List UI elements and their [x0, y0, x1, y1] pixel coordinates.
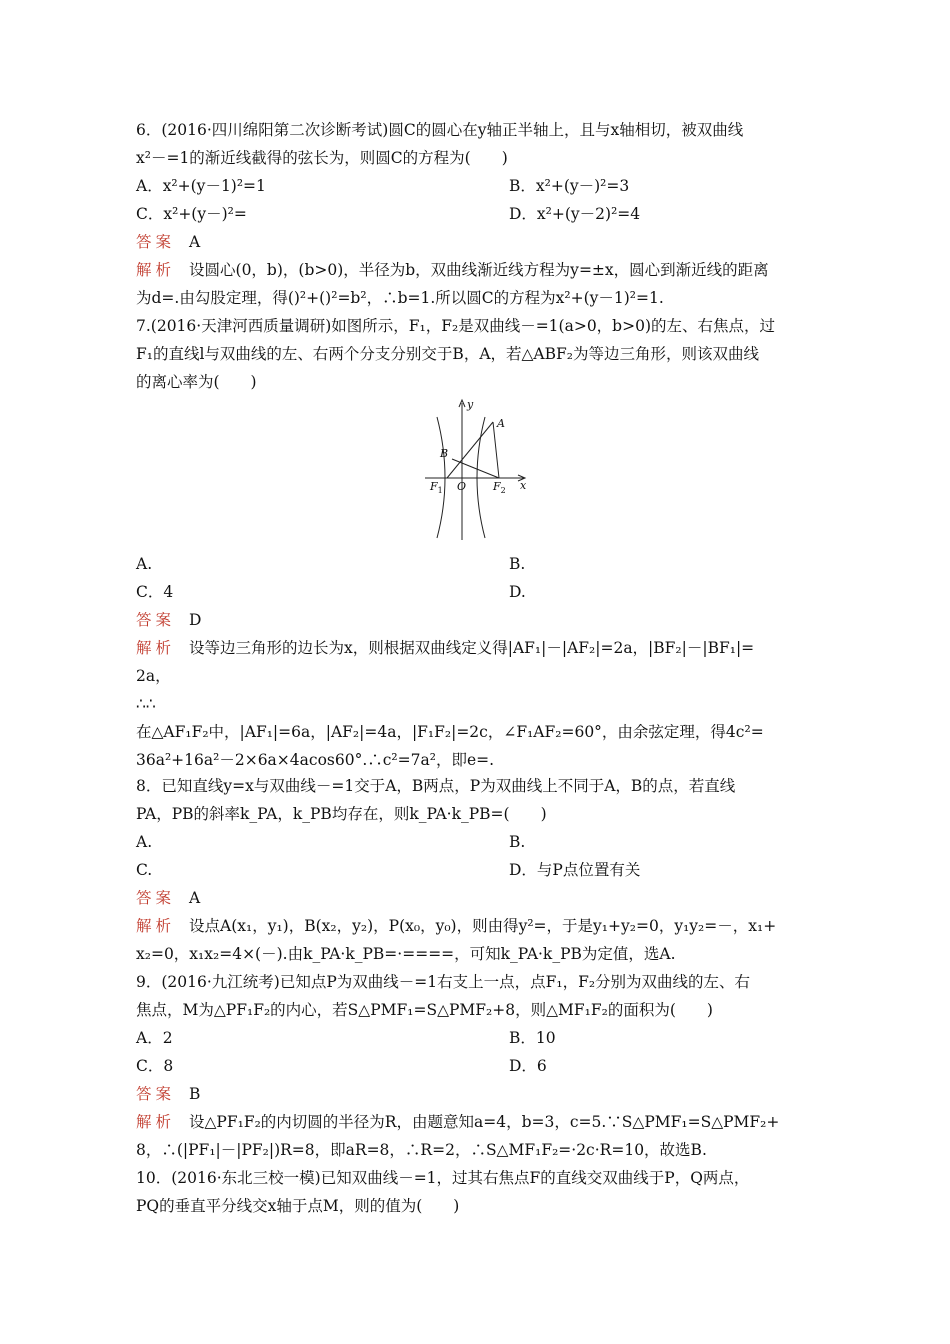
- q7-option-a: A.: [136, 555, 153, 573]
- q8-stem-line1: 8．已知直线y=x与双曲线－=1交于A，B两点，P为双曲线上不同于A，B的点，若直线: [136, 777, 736, 795]
- q7-analysis-line2: 2a，: [136, 667, 171, 685]
- q6-option-b: B．x²+(y－)²=3: [509, 177, 630, 195]
- answer-label: 答案: [136, 611, 176, 629]
- q7-analysis-line3: ∴∴: [136, 695, 156, 713]
- q9-option-a: A．2: [136, 1029, 173, 1047]
- q8-option-a: A.: [136, 833, 153, 851]
- label-a: A: [497, 417, 505, 430]
- q8-analysis-line1: [136, 916, 776, 936]
- analysis-text: 设△PF₁F₂的内切圆的半径为R，由题意知a=4，b=3，c=5.∵S△PMF₁=S△PMF₂+: [189, 1113, 780, 1131]
- answer-label: 答案: [136, 889, 176, 907]
- analysis-text: 设圆心(0，b)，(b>0)，半径为b，双曲线渐近线方程为y=±x，圆心到渐近线的距离: [189, 261, 769, 279]
- q8-option-c: C.: [136, 861, 153, 879]
- label-b: B: [440, 447, 449, 460]
- q7-option-b: B.: [509, 555, 526, 573]
- analysis-label: 解析: [136, 1113, 176, 1131]
- answer-value: A: [189, 233, 201, 251]
- q6-option-a: A．x²+(y－1)²=1: [136, 177, 266, 195]
- label-f1: $F_1$: [430, 480, 443, 495]
- q7-analysis-line5: 36a²+16a²－2×6a×4acos60°.∴c²=7a²，即e=.: [136, 751, 495, 769]
- label-y: y: [467, 398, 474, 411]
- q7-option-d: D.: [509, 583, 526, 601]
- line-l: [447, 422, 493, 478]
- answer-label: 答案: [136, 1085, 176, 1103]
- hyperbola-figure: [425, 395, 535, 540]
- analysis-label: 解析: [136, 261, 176, 279]
- q7-stem-line1: 7.(2016·天津河西质量调研)如图所示，F₁，F₂是双曲线－=1(a>0，b>0)的左、右焦点，过: [136, 317, 775, 335]
- q7-analysis-line1: [136, 638, 754, 658]
- analysis-text: 设等边三角形的边长为x，则根据双曲线定义得|AF₁|－|AF₂|=2a，|BF₂|－|BF₁|=: [189, 639, 755, 657]
- label-o: O: [457, 480, 467, 493]
- q10-stem-line1: 10．(2016·东北三校一模)已知双曲线－=1，过其右焦点F的直线交双曲线于P，Q两点，: [136, 1169, 750, 1187]
- answer-value: B: [189, 1085, 201, 1103]
- analysis-label: 解析: [136, 639, 176, 657]
- segment-af2: [493, 422, 499, 478]
- q9-option-d: D．6: [509, 1057, 547, 1075]
- analysis-label: 解析: [136, 917, 176, 935]
- q9-analysis-line2: 8，∴(|PF₁|－|PF₂|)R=8，即aR=8，∴R=2，∴S△MF₁F₂=·2c·R=10，故选B.: [136, 1141, 707, 1159]
- q9-option-b: B．10: [509, 1029, 556, 1047]
- q7-option-c: C．4: [136, 583, 174, 601]
- answer-value: D: [189, 611, 202, 629]
- analysis-text: 设点A(x₁，y₁)，B(x₂，y₂)，P(x₀，y₀)，则由得y²=，于是y₁+y₂=0，y₁y₂=－，x₁+: [189, 917, 777, 935]
- q9-stem-line1: 9．(2016·九江统考)已知点P为双曲线－=1右支上一点，点F₁，F₂分别为双曲线的左、右: [136, 973, 751, 991]
- q9-stem-line2: 焦点，M为△PF₁F₂的内心，若S△PMF₁=S△PMF₂+8，则△MF₁F₂的面积为( ): [136, 1001, 713, 1019]
- q6-stem-line2: x²－=1的渐近线截得的弦长为，则圆C的方程为( ): [136, 149, 508, 167]
- q10-stem-line2: PQ的垂直平分线交x轴于点M，则的值为( ): [136, 1197, 460, 1215]
- q6-answer: [136, 232, 200, 252]
- q7-analysis-line4: 在△AF₁F₂中，|AF₁|=6a，|AF₂|=4a，|F₁F₂|=2c，∠F₁AF₂=60°，由余弦定理，得4c²=: [136, 723, 764, 741]
- q7-stem-line3: 的离心率为( ): [136, 373, 257, 391]
- q7-answer: [136, 610, 201, 630]
- q8-option-d: D．与P点位置有关: [509, 861, 641, 879]
- q9-analysis-line1: [136, 1112, 779, 1132]
- q8-option-b: B.: [509, 833, 526, 851]
- label-f2: $F_2$: [493, 480, 506, 495]
- q8-analysis-line2: x₂=0，x₁x₂=4×(－).由k_PA·k_PB=·====，可知k_PA·k_PB为定值，选A.: [136, 945, 676, 963]
- q8-stem-line2: PA，PB的斜率k_PA，k_PB均存在，则k_PA·k_PB=( ): [136, 805, 547, 823]
- answer-label: 答案: [136, 233, 176, 251]
- q6-option-d: D．x²+(y－2)²=4: [509, 205, 641, 223]
- q6-analysis-line2: 为d=.由勾股定理，得()²+()²=b²，∴b=1.所以圆C的方程为x²+(y－1)²=1.: [136, 289, 664, 307]
- segment-bf2: [452, 459, 499, 478]
- answer-value: A: [189, 889, 201, 907]
- label-x: x: [520, 479, 527, 492]
- q6-option-c: C．x²+(y－)²=: [136, 205, 247, 223]
- q9-answer: [136, 1084, 200, 1104]
- q8-answer: [136, 888, 200, 908]
- q9-option-c: C．8: [136, 1057, 174, 1075]
- q7-stem-line2: F₁的直线l与双曲线的左、右两个分支分别交于B，A，若△ABF₂为等边三角形，则该双曲线: [136, 345, 759, 363]
- q6-stem-line1: 6．(2016·四川绵阳第二次诊断考试)圆C的圆心在y轴正半轴上，且与x轴相切，被双曲线: [136, 121, 744, 139]
- q6-analysis-line1: [136, 260, 769, 280]
